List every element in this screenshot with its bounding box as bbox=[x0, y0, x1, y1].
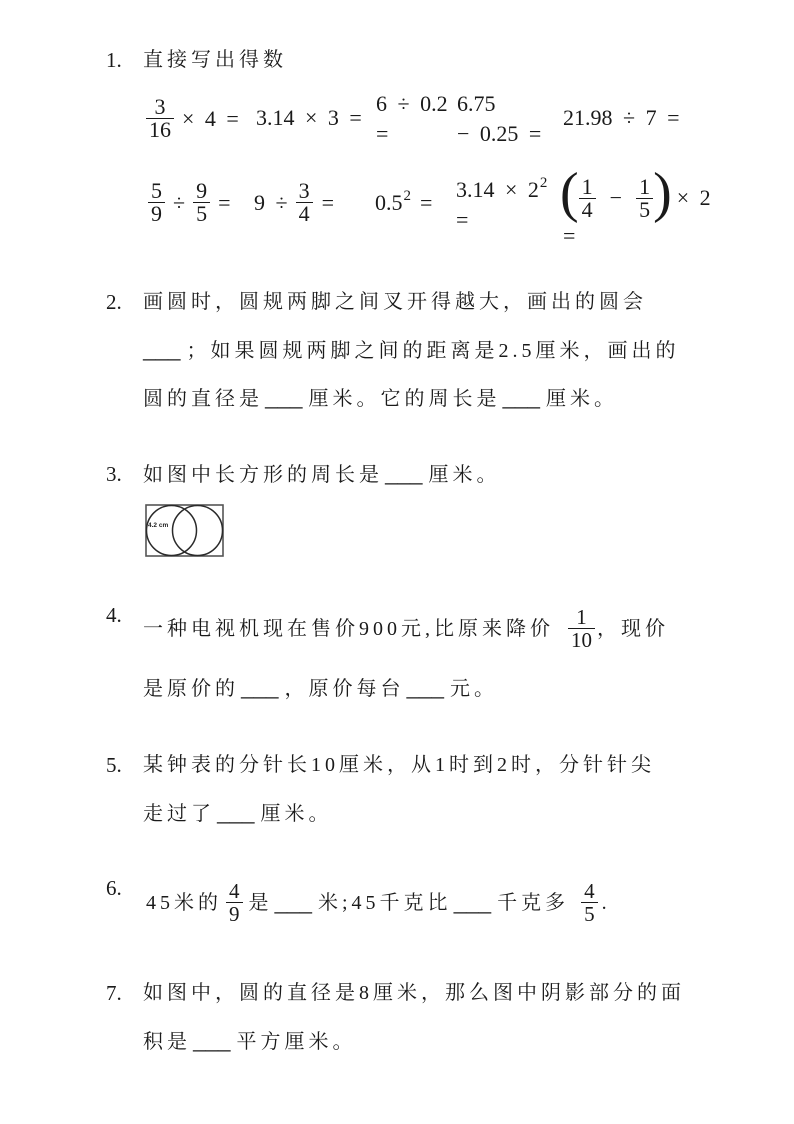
expression-lead: 9 ÷ bbox=[254, 189, 288, 215]
answer-blank: ___ bbox=[453, 888, 492, 916]
expression-line-1: 6 ÷ 0.2 bbox=[376, 91, 448, 116]
question-4-line-2 bbox=[143, 676, 498, 701]
numerator: 5 bbox=[148, 180, 165, 203]
question-5-line-2 bbox=[143, 801, 333, 826]
denominator: 5 bbox=[196, 201, 208, 226]
calc-1j bbox=[560, 162, 711, 228]
calc-1f bbox=[148, 180, 231, 225]
denominator: 5 bbox=[584, 902, 595, 926]
text-segment: 元。 bbox=[450, 678, 498, 700]
question-6-line-1 bbox=[146, 880, 611, 925]
text-segment: 是原价的 bbox=[143, 678, 239, 700]
equals-sign: = bbox=[218, 189, 231, 215]
expression: 21.98 ÷ 7 = bbox=[563, 105, 680, 130]
rectangle-with-circles-figure bbox=[145, 503, 225, 559]
text-segment: 积是 bbox=[143, 1031, 191, 1053]
expression-line-1: 3.14 × 2 bbox=[456, 177, 539, 202]
numerator: 4 bbox=[581, 880, 598, 903]
text-segment: 平方厘米。 bbox=[236, 1031, 357, 1053]
fraction bbox=[579, 173, 596, 222]
question-5-line-1: 某钟表的分针长10厘米，从1时到2时，分针针尖 bbox=[143, 754, 655, 776]
question-7-line-1: 如图中，圆的直径是8厘米，那么图中阴影部分的面 bbox=[143, 982, 685, 1004]
denominator: 5 bbox=[639, 196, 651, 222]
fraction bbox=[581, 880, 598, 925]
question-1-prompt: 直接写出得数 bbox=[143, 49, 287, 71]
denominator: 9 bbox=[151, 201, 162, 226]
fraction bbox=[226, 880, 243, 925]
text-segment: 厘米。 bbox=[260, 803, 333, 825]
answer-blank: ___ bbox=[274, 888, 312, 916]
answer-blank: ___ bbox=[241, 674, 279, 701]
numerator: 9 bbox=[193, 180, 210, 203]
calc-1c bbox=[376, 89, 448, 149]
calc-1d bbox=[457, 89, 541, 149]
expression-tail: × 2 bbox=[676, 185, 711, 210]
fraction bbox=[146, 96, 174, 141]
calc-1j-equals bbox=[563, 224, 575, 248]
equals-sign: = bbox=[420, 190, 433, 215]
answer-blank: ___ bbox=[143, 336, 181, 363]
expression-line-2: − 0.25 = bbox=[457, 121, 542, 146]
minus-sign: − bbox=[609, 185, 623, 210]
question-3-line-1 bbox=[143, 462, 501, 487]
calc-1b bbox=[256, 106, 362, 130]
answer-blank: ___ bbox=[502, 384, 540, 411]
exponent: 2 bbox=[539, 175, 548, 191]
question-4-line-1 bbox=[143, 606, 669, 651]
question-7-line-2 bbox=[143, 1029, 357, 1054]
answer-blank: ___ bbox=[193, 1027, 231, 1054]
answer-blank: ___ bbox=[217, 799, 255, 826]
numerator: 3 bbox=[296, 180, 313, 203]
question-2-line-1: 画圆时，圆规两脚之间叉开得越大，画出的圆会 bbox=[143, 291, 647, 313]
denominator: 4 bbox=[298, 201, 310, 226]
numerator: 1 bbox=[636, 176, 653, 199]
text-segment: 圆的直径是 bbox=[143, 388, 263, 410]
calc-1a bbox=[146, 96, 239, 141]
answer-blank: ___ bbox=[385, 460, 423, 487]
numerator: 1 bbox=[579, 176, 596, 199]
calc-1e bbox=[563, 106, 679, 130]
denominator: 16 bbox=[149, 117, 171, 142]
rectangle bbox=[146, 505, 223, 556]
calc-1g bbox=[254, 180, 334, 225]
question-5-number: 5. bbox=[106, 753, 122, 777]
fraction bbox=[193, 180, 210, 225]
close-parenthesis: ) bbox=[653, 162, 672, 224]
text-segment: 厘米。它的周长是 bbox=[308, 388, 501, 410]
question-3-number: 3. bbox=[106, 462, 122, 486]
text-segment: 千克多 bbox=[497, 891, 570, 914]
numerator: 1 bbox=[568, 606, 595, 629]
question-1-number: 1. bbox=[106, 48, 122, 72]
text-segment: 走过了 bbox=[143, 803, 215, 825]
text-segment: 厘米。 bbox=[546, 388, 618, 410]
expression-line-2: = bbox=[376, 121, 389, 146]
text-segment: 米;45千克比 bbox=[318, 891, 452, 914]
denominator: 9 bbox=[229, 902, 240, 926]
question-6-number: 6. bbox=[106, 876, 122, 900]
text-segment: ，原价每台 bbox=[284, 678, 405, 700]
period: . bbox=[601, 891, 611, 914]
text-segment: 如图中长方形的周长是 bbox=[143, 464, 383, 486]
expression-line-2: = bbox=[456, 207, 469, 232]
text-segment: 45米的 bbox=[146, 891, 222, 914]
exponent: 2 bbox=[403, 188, 411, 204]
text-segment: ，现价 bbox=[597, 617, 669, 640]
fraction bbox=[148, 180, 165, 225]
answer-blank: ___ bbox=[265, 384, 303, 411]
question-2-line-2 bbox=[143, 338, 680, 363]
question-2-line-3 bbox=[143, 386, 618, 411]
expression-line-1: 6.75 bbox=[457, 91, 496, 116]
denominator: 4 bbox=[581, 196, 593, 222]
base: 0.5 bbox=[375, 190, 403, 215]
numerator: 4 bbox=[226, 880, 243, 903]
text-segment: 一种电视机现在售价900元,比原来降价 bbox=[143, 617, 554, 640]
question-2-line-2-text: ；如果圆规两脚之间的距离是2.5厘米，画出的 bbox=[186, 340, 680, 362]
denominator: 10 bbox=[571, 628, 592, 652]
divide-sign: ÷ bbox=[173, 189, 186, 215]
numerator: 3 bbox=[146, 96, 174, 119]
figure-dimension-label: 4.2 cm bbox=[148, 522, 169, 529]
text-segment: 厘米。 bbox=[428, 464, 501, 486]
expression-tail: × 4 = bbox=[182, 105, 239, 131]
question-2-number: 2. bbox=[106, 290, 122, 314]
calc-1i bbox=[456, 175, 547, 235]
question-4-number: 4. bbox=[106, 603, 122, 627]
question-7-number: 7. bbox=[106, 981, 122, 1005]
answer-blank: ___ bbox=[406, 674, 444, 701]
equals-sign: = bbox=[321, 189, 334, 215]
equals-sign: = bbox=[563, 223, 576, 248]
text-segment: 是 bbox=[248, 891, 273, 914]
calc-1h bbox=[375, 188, 433, 218]
fraction bbox=[568, 606, 595, 651]
open-parenthesis: ( bbox=[560, 162, 579, 224]
expression: 3.14 × 3 = bbox=[256, 105, 362, 130]
fraction bbox=[296, 180, 313, 225]
fraction bbox=[636, 173, 653, 222]
